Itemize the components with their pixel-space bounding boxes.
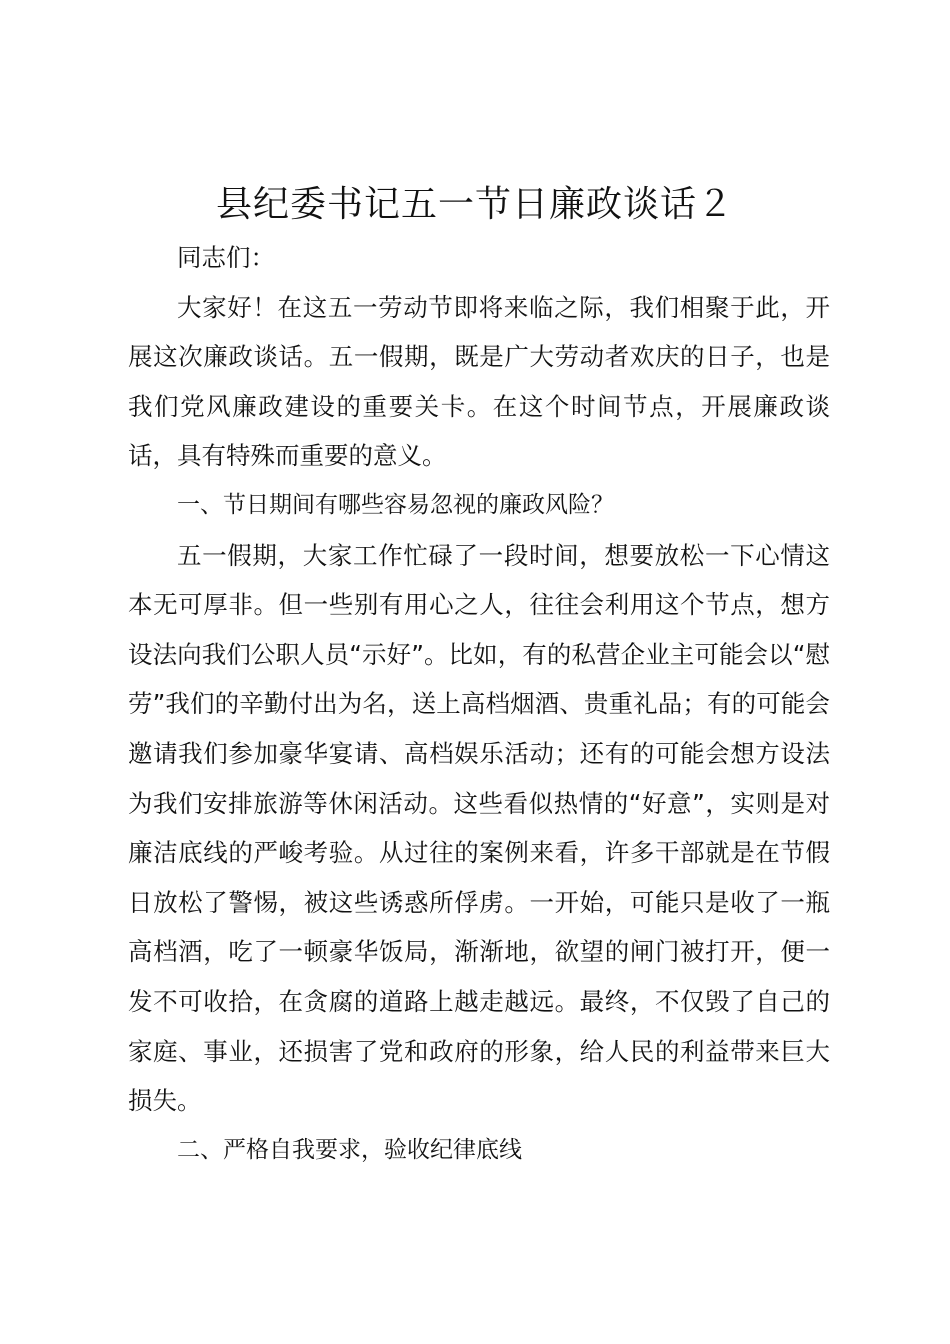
document-title: 县纪委书记五一节日廉政谈话２	[215, 184, 734, 225]
section-heading-1: 一、节日期间有哪些容易忽视的廉政风险？	[177, 491, 614, 518]
document-body	[128, 233, 830, 1175]
paragraph-intro: 大家好！在这五一劳动节即将来临之际，我们相聚于此，开展这次廉政谈话。五一假期，既是广大劳动者欢庆的日子，也是我们党风廉政建设的重要关卡。在这个时间节点，开展廉政谈话，具有特殊而重要的意义。	[128, 292, 830, 471]
paragraph-risks: 五一假期，大家工作忙碌了一段时间，想要放松一下心情这本无可厚非。但一些别有用心之人，往往会利用这个节点，想方设法向我们公职人员“示好”。比如，有的私营企业主可能会以“慰劳”我们的辛勤付出为名，送上高档烟酒、贵重礼品；有的可能会邀请我们参加豪华宴请、高档娱乐活动；还有的可能会想方设法为我们安排旅游等休闲活动。这些看似热情的“好意”，实则是对廉洁底线的严峻考验。从过往的案例来看，许多干部就是在节假日放松了警惕，被这些诱惑所俘虏。一开始，可能只是收了一瓶高档酒，吃了一顿豪华饭局，渐渐地，欲望的闸门被打开，便一发不可收拾，在贪腐的道路上越走越远。最终，不仅毁了自己的家庭、事业，还损害了党和政府的形象，给人民的利益带来巨大损失。	[128, 540, 830, 1116]
section-heading-2: 二、严格自我要求，验收纪律底线	[177, 1136, 522, 1163]
salutation: 同志们：	[177, 243, 275, 272]
